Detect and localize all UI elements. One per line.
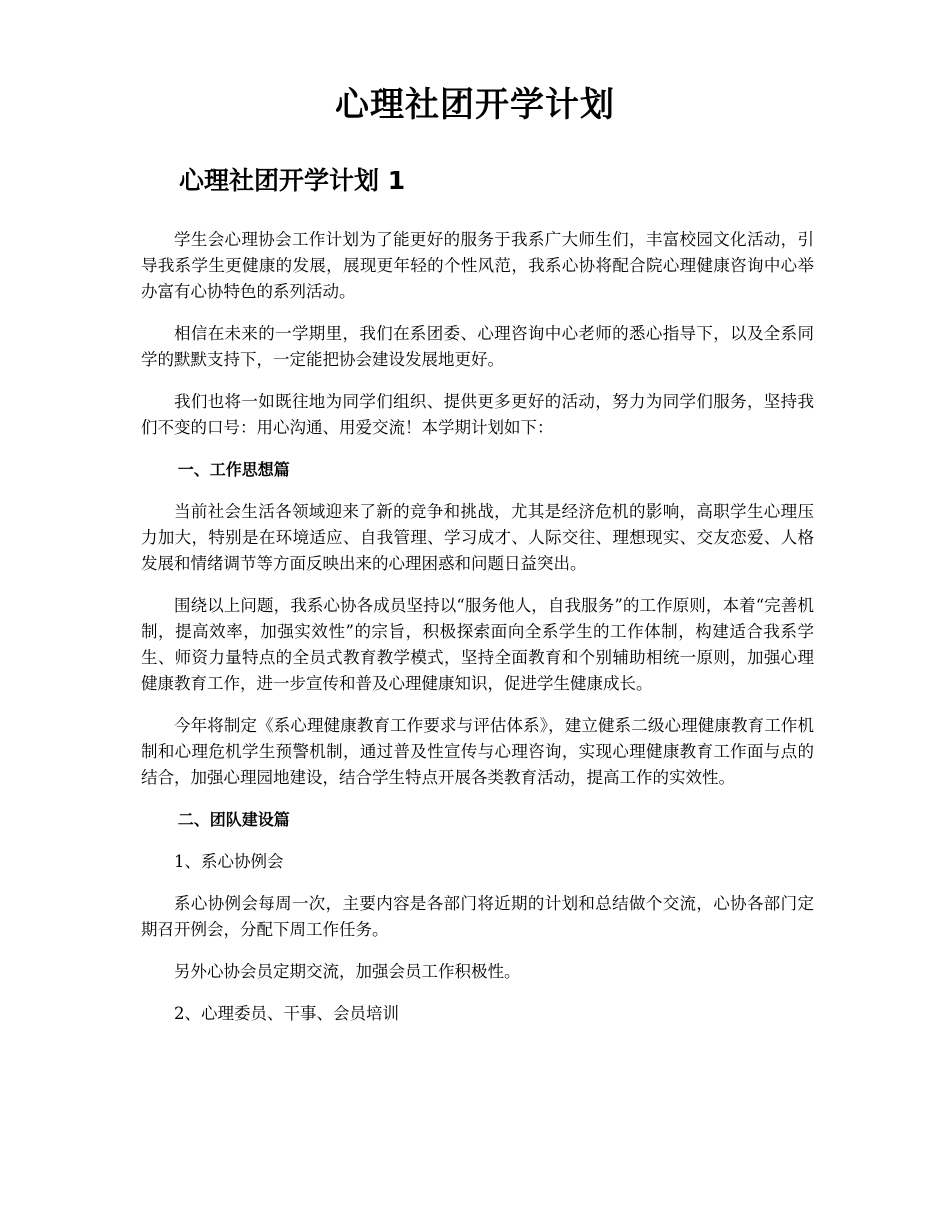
- paragraph: 相信在未来的一学期里，我们在系团委、心理咨询中心老师的悉心指导下，以及全系同学的默默支持下，一定能把协会建设发展地更好。: [141, 324, 814, 369]
- paragraph: 围绕以上问题，我系心协各成员坚持以“服务他人，自我服务”的工作原则，本着“完善机制，提高效率，加强实效性”的宗旨，积极探索面向全系学生的工作体制，构建适合我系学生、师资力量特点的全员式教育教学模式，坚持全面教育和个别辅助相统一原则，加强心理健康教育工作，进一步宣传和普及心理健康知识，促进学生健康成长。: [141, 596, 814, 693]
- list-item: 2、心理委员、干事、会员培训: [174, 1004, 399, 1023]
- section-heading: 心理社团开学计划 1: [179, 166, 406, 195]
- paragraph: 系心协例会每周一次，主要内容是各部门将近期的计划和总结做个交流，心协各部门定期召开例会，分配下周工作任务。: [141, 894, 814, 939]
- paragraph: 当前社会生活各领域迎来了新的竞争和挑战，尤其是经济危机的影响，高职学生心理压力加大，特别是在环境适应、自我管理、学习成才、人际交往、理想现实、交友恋爱、人格发展和情绪调节等方面反映出来的心理困惑和问题日益突出。: [141, 502, 814, 573]
- document-title: 心理社团开学计划: [335, 85, 615, 125]
- paragraph: 今年将制定《系心理健康教育工作要求与评估体系》，建立健系二级心理健康教育工作机制和心理危机学生预警机制，通过普及性宣传与心理咨询，实现心理健康教育工作面与点的结合，加强心理园地建设，结合学生特点开展各类教育活动，提高工作的实效性。: [141, 716, 814, 787]
- paragraph: 学生会心理协会工作计划为了能更好的服务于我系广大师生们，丰富校园文化活动，引导我系学生更健康的发展，展现更年轻的个性风范，我系心协将配合院心理健康咨询中心举办富有心协特色的系列活动。: [141, 230, 814, 301]
- list-item: 1、系心协例会: [174, 852, 284, 871]
- paragraph: 我们也将一如既往地为同学们组织、提供更多更好的活动，努力为同学们服务，坚持我们不变的口号：用心沟通、用爱交流！本学期计划如下：: [141, 392, 814, 437]
- subsection-heading: 二、团队建设篇: [177, 810, 290, 829]
- paragraph: 另外心协会员定期交流，加强会员工作积极性。: [174, 962, 521, 981]
- document-body: [141, 227, 814, 1043]
- subsection-heading: 一、工作思想篇: [177, 460, 290, 479]
